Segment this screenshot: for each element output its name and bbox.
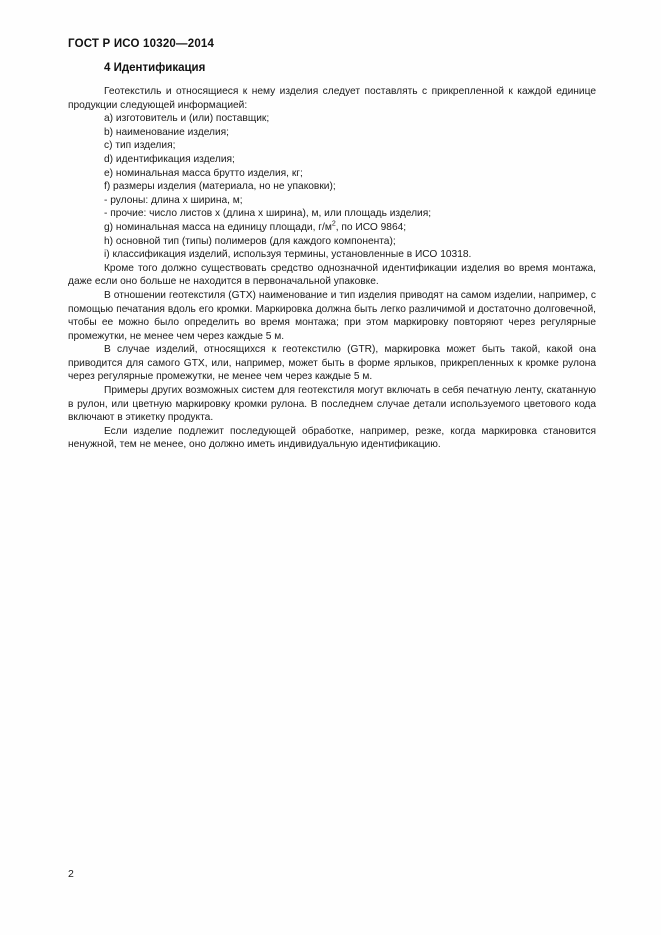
list-item: h) основной тип (типы) полимеров (для каждого компонента); [104, 235, 396, 247]
paragraph-intro: Геотекстиль и относящиеся к нему изделия следует поставлять с прикрепленной к каждой единице продукции следующей информацией: [68, 86, 596, 111]
identification-information-list [68, 112, 596, 262]
paragraph-gtx-marking: В отношении геотекстиля (GTX) наименование и тип изделия приводят на самом изделии, например, с помощью печатания вдоль его кромки. Маркировка должна быть легко различимой и достаточно долговечной, чтобы ее можно было определить во время монтажа; при этом маркировку повторяют через регулярные промежутки, не менее чем через каждые 5 м. [68, 289, 596, 342]
list-item: b) наименование изделия; [104, 126, 229, 138]
list-item: d) идентификация изделия; [104, 153, 235, 165]
paragraph-other-systems: Примеры других возможных систем для геотекстиля могут включать в себя печатную ленту, скатанную в рулон, или цветную маркировку кромки рулона. В последнем случае детали используемого цветового кода включают в этикетку продукта. [68, 385, 596, 424]
paragraph-gtr-marking: В случае изделий, относящихся к геотекстилю (GTR), маркировка может быть такой, какой она приводится для самого GTX, или, например, может быть в форме ярлыков, прикрепленных к кромке рулона через регулярные промежутки, не менее чем через каждые 5 м. [68, 344, 596, 383]
list-item: - рулоны: длина х ширина, м; [104, 194, 243, 206]
list-item: a) изготовитель и (или) поставщик; [104, 113, 270, 125]
section-heading: 4 Идентификация [104, 62, 206, 74]
list-item: - прочие: число листов х (длина х ширина), м, или площадь изделия; [104, 208, 432, 220]
document-body [68, 62, 596, 452]
list-item-mass-per-unit-area: g) номинальная масса на единицу площади, $г/м^2$, по ИСО 9864; [104, 220, 407, 233]
page-number: 2 [68, 868, 74, 880]
superscript-two: 2 [331, 220, 336, 228]
paragraph-subsequent-processing: Если изделие подлежит последующей обработке, например, резке, когда маркировка становится ненужной, тем не менее, оно должно иметь индивидуальную идентификацию. [68, 425, 596, 451]
list-item: f) размеры изделия (материала, но не упаковки); [104, 181, 336, 193]
paragraph-unique-identification: Кроме того должно существовать средство однозначной идентификации изделия во время монтажа, даже если оно больше не находится в первоначальной упаковке. [68, 262, 596, 288]
list-item: c) тип изделия; [104, 140, 176, 152]
document-standard-header: ГОСТ Р ИСО 10320—2014 [68, 38, 215, 50]
list-item: i) классификация изделий, используя термины, установленные в ИСО 10318. [104, 249, 472, 261]
list-item: e) номинальная масса брутто изделия, кг; [104, 167, 303, 179]
